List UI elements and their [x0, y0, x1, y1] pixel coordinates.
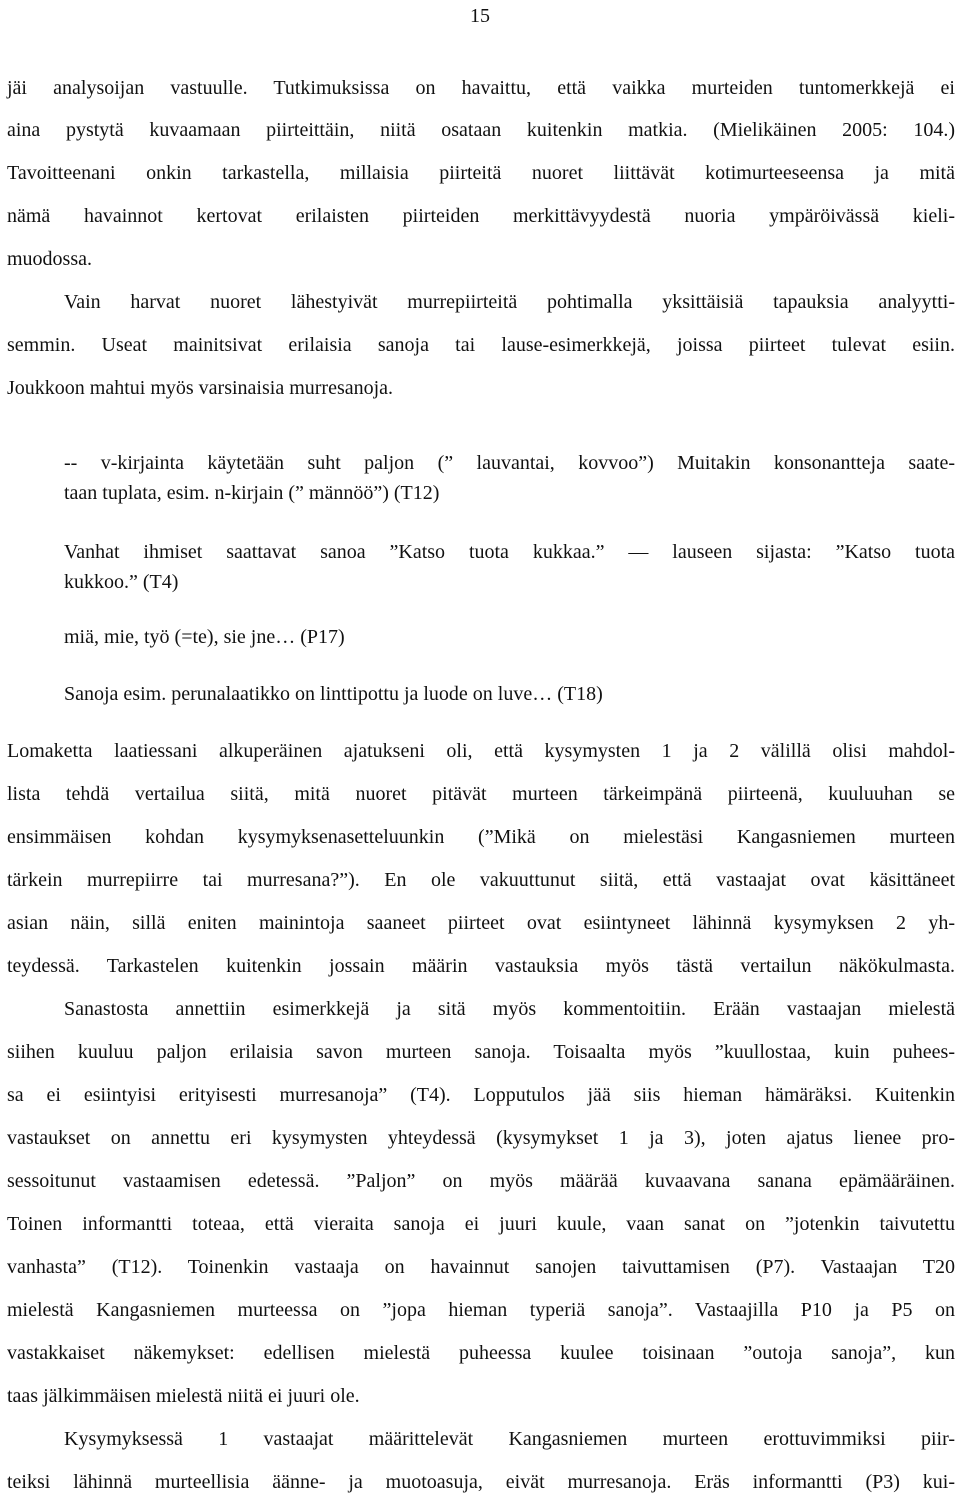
text-line: Tavoitteenani onkin tarkastella, millaisia piirteitä nuoret liittävät kotimurteeseensa ja mitä	[7, 162, 955, 184]
text-line: taan tuplata, esim. n-kirjain (” männöö”) (T12)	[64, 482, 440, 504]
text-line: vanhasta” (T12). Toinenkin vastaaja on havainnut sanojen taivuttamisen (P7). Vastaajan T20	[7, 1256, 955, 1278]
text-line: -- v-kirjainta käytetään suht paljon (” lauvantai, kovvoo”) Muitakin konsonantteja saate-	[64, 452, 955, 474]
text-line: siihen kuuluu paljon erilaisia savon murteen sanoja. Toisaalta myös ”kuullostaa, kuin puhees-	[7, 1041, 955, 1063]
text-line: semmin. Useat mainitsivat erilaisia sanoja tai lause-esimerkkejä, joissa piirteet tulevat esiin.	[7, 334, 955, 356]
text-line: nämä havainnot kertovat erilaisten piirteiden merkittävyydestä nuoria ympäröivässä kieli-	[7, 205, 955, 227]
text-line: Vain harvat nuoret lähestyivät murrepiirteitä pohtimalla yksittäisiä tapauksia analyytti-	[64, 291, 955, 313]
text-line: vastakkaiset näkemykset: edellisen mielestä puheessa kuulee toisinaan ”outoja sanoja”, kun	[7, 1342, 955, 1364]
text-line: Lomaketta laatiessani alkuperäinen ajatukseni oli, että kysymysten 1 ja 2 välillä olisi mahdol-	[7, 740, 955, 762]
page-number: 15	[470, 5, 490, 27]
text-line: muodossa.	[7, 248, 92, 270]
text-line: sa ei esiintyisi erityisesti murresanoja” (T4). Lopputulos jää siis hieman hämäräksi. Kuitenkin	[7, 1084, 955, 1106]
text-line: jäi analysoijan vastuulle. Tutkimuksissa on havaittu, että vaikka murteiden tuntomerkkejä ei	[7, 77, 955, 99]
text-line: sessoitunut vastaamisen edetessä. ”Paljon” on myös määrää kuvaavana sanana epämääräinen.	[7, 1170, 955, 1192]
text-line: tärkein murrepiirre tai murresana?”). En ole vakuuttunut siitä, että vastaajat ovat käsittäneet	[7, 869, 955, 891]
text-line: taas jälkimmäisen mielestä niitä ei juuri ole.	[7, 1385, 360, 1407]
text-line: aina pystytä kuvaamaan piirteittäin, niitä osataan kuitenkin matkia. (Mielikäinen 2005: 104.)	[7, 119, 955, 141]
text-line: Kysymyksessä 1 vastaajat määrittelevät Kangasniemen murteen erottuvimmiksi piir-	[64, 1428, 955, 1450]
text-line: Vanhat ihmiset saattavat sanoa ”Katso tuota kukkaa.” — lauseen sijasta: ”Katso tuota	[64, 541, 955, 563]
text-line: asian näin, sillä eniten mainintoja saaneet piirteet ovat esiintyneet lähinnä kysymyksen 2 yh-	[7, 912, 955, 934]
text-line: Sanoja esim. perunalaatikko on linttipottu ja luode on luve… (T18)	[64, 683, 603, 705]
text-line: miä, mie, työ (=te), sie jne… (P17)	[64, 626, 345, 648]
text-line: Joukkoon mahtui myös varsinaisia murresanoja.	[7, 377, 394, 399]
text-line: mielestä Kangasniemen murteessa on ”jopa hieman typeriä sanoja”. Vastaajilla P10 ja P5 on	[7, 1299, 955, 1321]
text-line: Toinen informantti toteaa, että vieraita sanoja ei juuri kuule, vaan sanat on ”jotenkin taivutettu	[7, 1213, 955, 1235]
text-line: kukkoo.” (T4)	[64, 571, 179, 593]
text-line: teiksi lähinnä murteellisia äänne- ja muotoasuja, eivät murresanoja. Eräs informantti (P3) kui-	[7, 1471, 955, 1493]
text-line: teydessä. Tarkastelen kuitenkin jossain määrin vastauksia myös tästä vertailun näkökulmasta.	[7, 955, 955, 977]
text-line: ensimmäisen kohdan kysymyksenasetteluunkin (”Mikä on mielestäsi Kangasniemen murteen	[7, 826, 955, 848]
text-line: lista tehdä vertailua siitä, mitä nuoret pitävät murteen tärkeimpänä piirteenä, kuuluuhan se	[7, 783, 955, 805]
text-line: Sanastosta annettiin esimerkkejä ja sitä myös kommentoitiin. Erään vastaajan mielestä	[64, 998, 955, 1020]
text-line: vastaukset on annettu eri kysymysten yhteydessä (kysymykset 1 ja 3), joten ajatus lienee pro-	[7, 1127, 955, 1149]
